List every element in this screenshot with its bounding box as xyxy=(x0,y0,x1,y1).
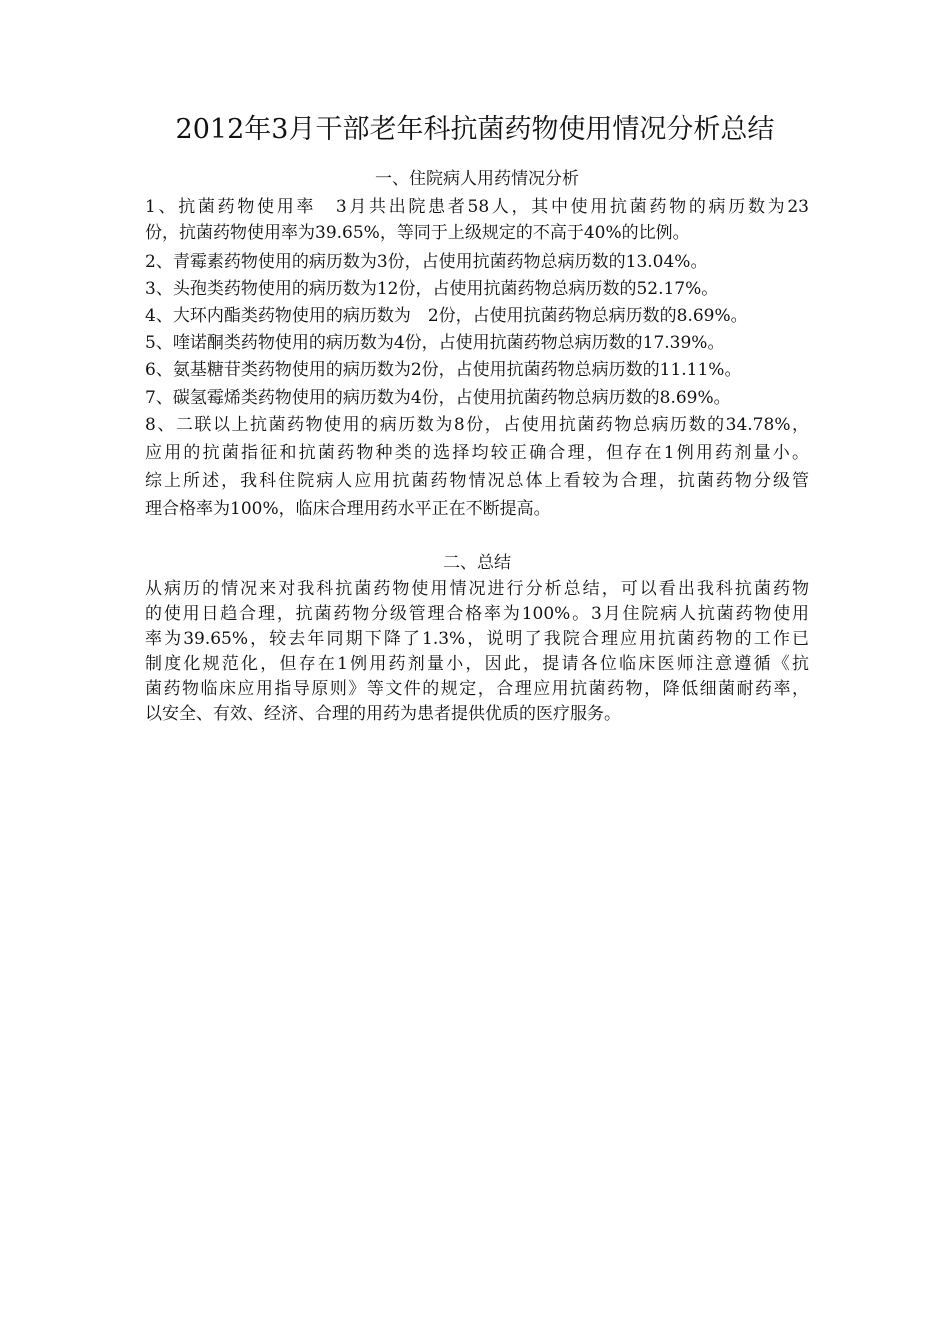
paragraph-line: 8、二联以上抗菌药物使用的病历数为8份，占使用抗菌药物总病历数的34.78%， xyxy=(145,415,809,435)
paragraph-line: 菌药物临床应用指导原则》等文件的规定，合理应用抗菌药物，降低细菌耐药率， xyxy=(145,679,809,699)
paragraph-line: 3、头孢类药物使用的病历数为12份，占使用抗菌药物总病历数的52.17%。 xyxy=(145,279,719,299)
document-title: 2012年3月干部老年科抗菌药物使用情况分析总结 xyxy=(175,114,775,145)
paragraph-line: 6、氨基糖苷类药物使用的病历数为2份，占使用抗菌药物总病历数的11.11%。 xyxy=(145,360,742,380)
paragraph-line: 7、碳氢霉烯类药物使用的病历数为4份，占使用抗菌药物总病历数的8.69%。 xyxy=(145,388,731,408)
paragraph-line: 从病历的情况来对我科抗菌药物使用情况进行分析总结，可以看出我科抗菌药物 xyxy=(145,579,809,599)
paragraph-line: 以安全、有效、经济、合理的用药为患者提供优质的医疗服务。 xyxy=(145,704,621,724)
paragraph-line: 的使用日趋合理，抗菌药物分级管理合格率为100%。3月住院病人抗菌药物使用 xyxy=(145,604,809,624)
section-heading-analysis: 一、住院病人用药情况分析 xyxy=(375,169,579,189)
paragraph-line: 份，抗菌药物使用率为39.65%，等同于上级规定的不高于40%的比例。 xyxy=(145,223,690,243)
section-heading-summary: 二、总结 xyxy=(443,553,511,573)
paragraph-line: 4、大环内酯类药物使用的病历数为 2份，占使用抗菌药物总病历数的8.69%。 xyxy=(145,306,748,326)
paragraph-line: 1、抗菌药物使用率 3月共出院患者58人，其中使用抗菌药物的病历数为23 xyxy=(145,197,809,217)
paragraph-line: 理合格率为100%，临床合理用药水平正在不断提高。 xyxy=(145,499,551,519)
paragraph-line: 率为39.65%，较去年同期下降了1.3%，说明了我院合理应用抗菌药物的工作已 xyxy=(145,629,809,649)
paragraph-line: 制度化规范化，但存在1例用药剂量小，因此，提请各位临床医师注意遵循《抗 xyxy=(145,654,809,674)
paragraph-line: 2、青霉素药物使用的病历数为3份，占使用抗菌药物总病历数的13.04%。 xyxy=(145,252,708,272)
paragraph-line: 5、喹诺酮类药物使用的病历数为4份，占使用抗菌药物总病历数的17.39%。 xyxy=(145,333,725,353)
paragraph-line: 综上所述，我科住院病人应用抗菌药物情况总体上看较为合理，抗菌药物分级管 xyxy=(145,471,809,491)
paragraph-line: 应用的抗菌指征和抗菌药物种类的选择均较正确合理，但存在1例用药剂量小。 xyxy=(145,443,809,463)
